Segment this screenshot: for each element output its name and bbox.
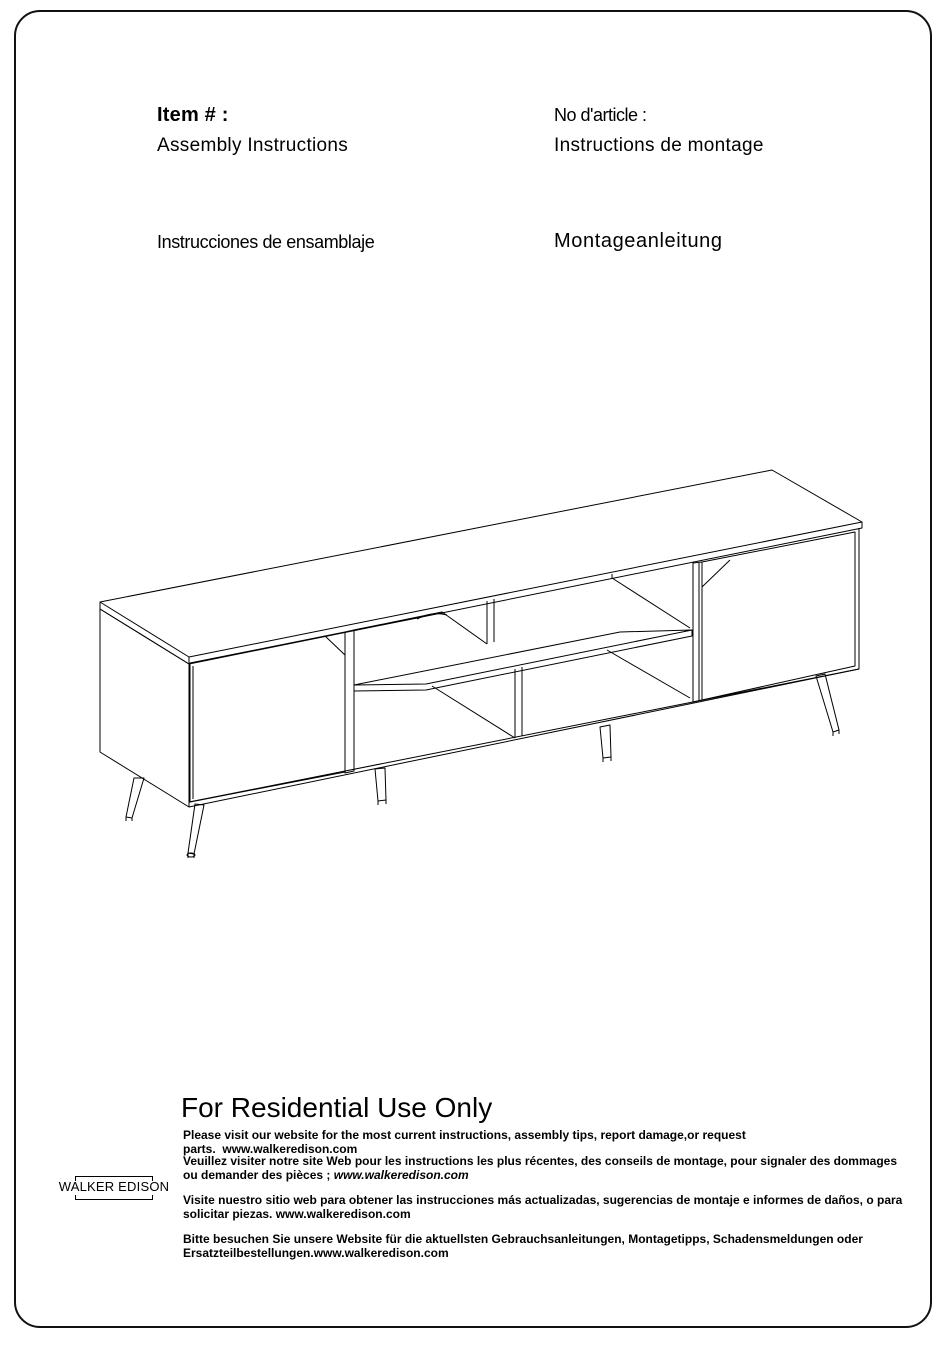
- website-link-de[interactable]: www.walkeredison.com: [313, 1246, 449, 1260]
- footer-text-fr-body: Veuillez visiter notre site Web pour les instructions les plus récentes, des conseils de montage, pour signaler des dommages ou demander des pièces ;: [183, 1154, 897, 1182]
- website-link-en[interactable]: www.walkeredison.com: [222, 1142, 358, 1156]
- item-number-label: Item # :: [157, 104, 229, 126]
- footer-text-es: [183, 1193, 909, 1221]
- residential-use-heading: For Residential Use Only: [181, 1092, 493, 1123]
- montageanleitung-title: Montageanleitung: [554, 230, 723, 252]
- assembly-instructions-title: Assembly Instructions: [157, 135, 349, 156]
- footer-text-fr: [183, 1154, 909, 1182]
- instrucciones-title: Instrucciones de ensamblaje: [157, 232, 375, 252]
- tv-stand-illustration-icon: [92, 462, 872, 872]
- footer-text-en: [183, 1128, 909, 1156]
- footer-text-de: [183, 1232, 909, 1260]
- logo-top-line: [75, 1176, 153, 1177]
- website-link-fr[interactable]: www.walkeredison.com: [333, 1168, 469, 1182]
- logo-tick: [152, 1195, 153, 1200]
- logo-bottom-line: [75, 1199, 153, 1200]
- logo-text: WALKER EDISON: [58, 1179, 170, 1194]
- footer-text-de-body: Bitte besuchen Sie unsere Website für die aktuellsten Gebrauchsanleitungen, Montagetipps, Schadensmeldungen oder Ersatzteilbestellungen.: [183, 1232, 863, 1260]
- footer-text-en-body: Please visit our website for the most current instructions, assembly tips, report damage,or request parts.: [183, 1128, 746, 1156]
- logo-tick: [75, 1195, 76, 1200]
- footer-text-es-body: Visite nuestro sitio web para obtener las instrucciones más actualizadas, sugerencias de montaje e informes de daños, o para solicitar piezas.: [183, 1193, 903, 1221]
- article-number-label: No d'article :: [554, 105, 647, 125]
- instructions-de-montage-title: Instructions de montage: [554, 135, 764, 156]
- website-link-es[interactable]: www.walkeredison.com: [275, 1207, 411, 1221]
- walker-edison-logo: [55, 1176, 173, 1206]
